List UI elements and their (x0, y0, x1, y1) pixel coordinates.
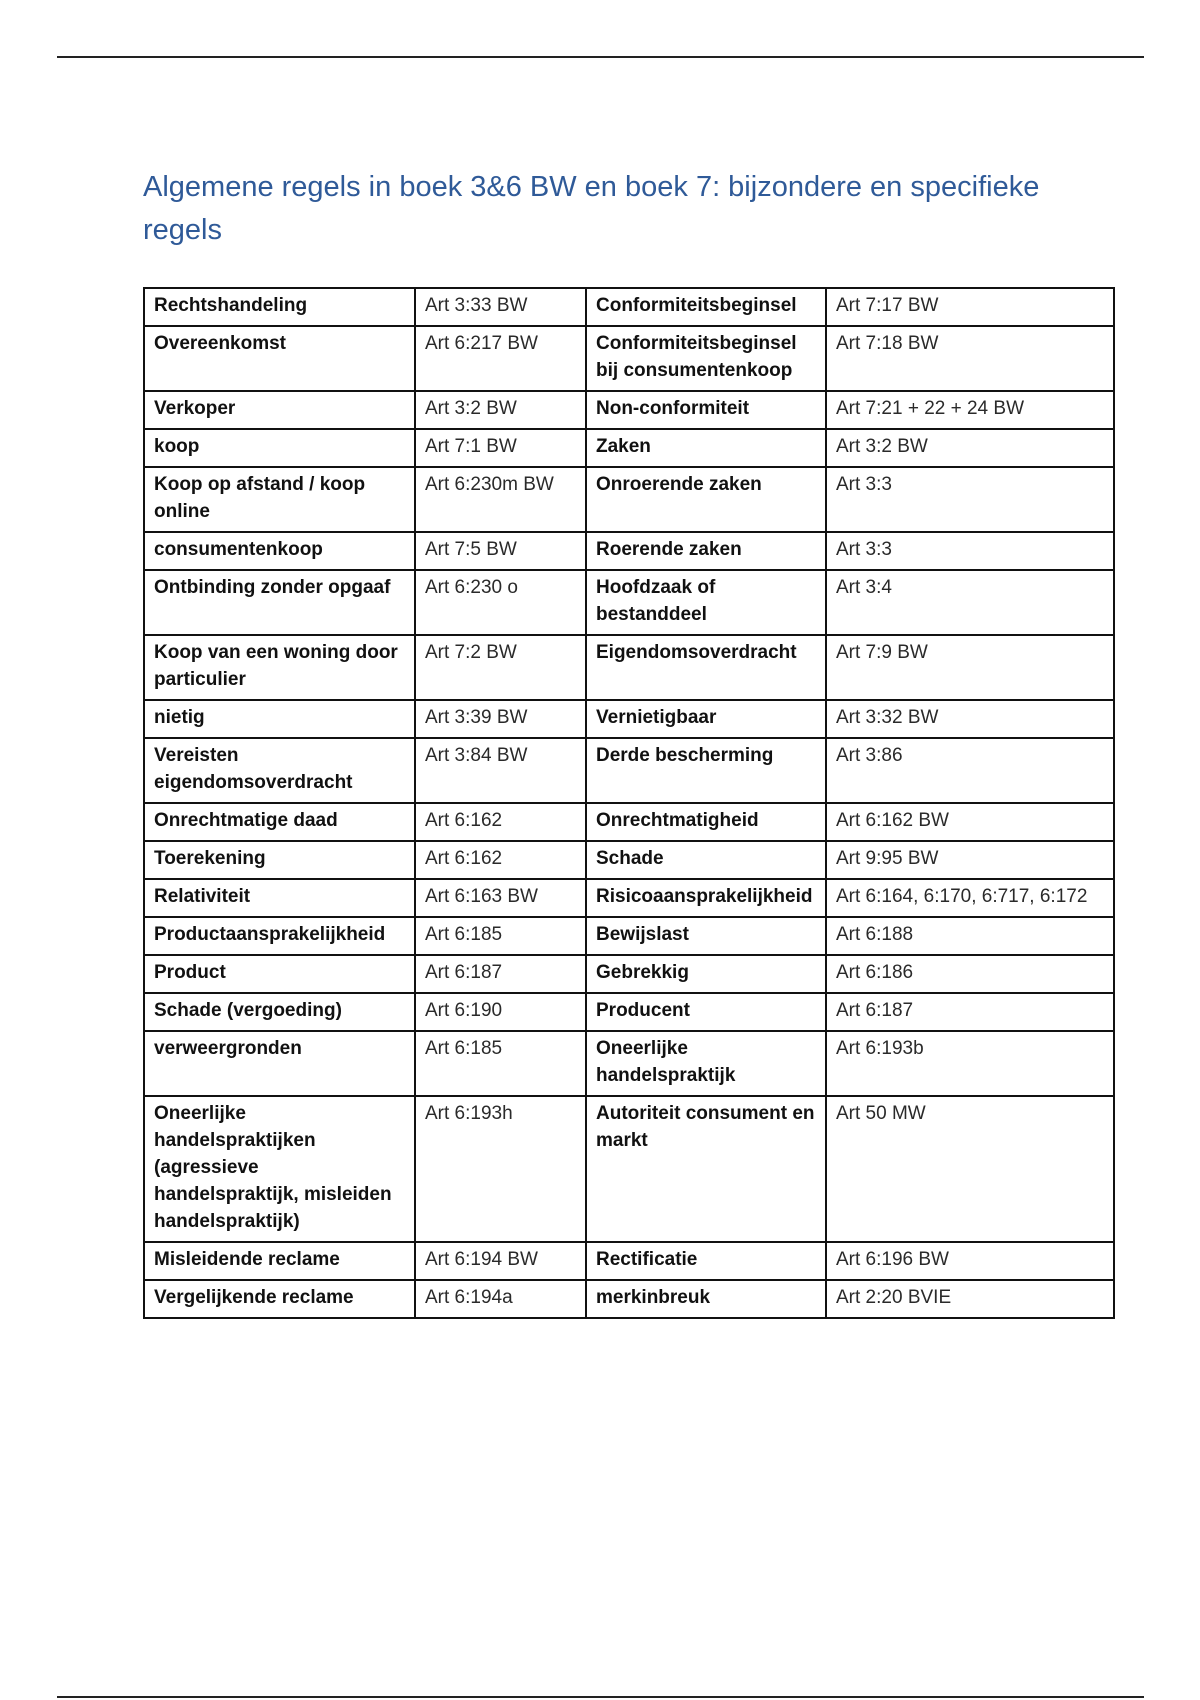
article-cell: Art 7:21 + 22 + 24 BW (826, 391, 1114, 429)
table-row (144, 738, 1114, 803)
term-cell: Bewijslast (586, 917, 826, 955)
article-cell: Art 3:39 BW (415, 700, 586, 738)
article-cell: Art 6:187 (415, 955, 586, 993)
article-cell: Art 7:9 BW (826, 635, 1114, 700)
table-row (144, 955, 1114, 993)
article-cell: Art 2:20 BVIE (826, 1280, 1114, 1318)
term-cell: Oneerlijke handelspraktijk (586, 1031, 826, 1096)
term-cell: Ontbinding zonder opgaaf (144, 570, 415, 635)
term-cell: Rectificatie (586, 1242, 826, 1280)
table-row (144, 700, 1114, 738)
table-row (144, 467, 1114, 532)
article-cell: Art 6:163 BW (415, 879, 586, 917)
table-row (144, 429, 1114, 467)
footer-rule (57, 1696, 1144, 1698)
table-row (144, 917, 1114, 955)
table-row (144, 391, 1114, 429)
term-cell: Vereisten eigendomsoverdracht (144, 738, 415, 803)
article-cell: Art 6:185 (415, 1031, 586, 1096)
term-cell: Conformiteitsbeginsel bij consumentenkoop (586, 326, 826, 391)
term-cell: koop (144, 429, 415, 467)
article-cell: Art 9:95 BW (826, 841, 1114, 879)
term-cell: Producent (586, 993, 826, 1031)
term-cell: Relativiteit (144, 879, 415, 917)
table-row (144, 288, 1114, 326)
term-cell: verweergronden (144, 1031, 415, 1096)
article-cell: Art 3:3 (826, 532, 1114, 570)
article-cell: Art 6:193b (826, 1031, 1114, 1096)
article-cell: Art 3:33 BW (415, 288, 586, 326)
table-body (144, 288, 1114, 1318)
header-rule (57, 56, 1144, 58)
term-cell: Zaken (586, 429, 826, 467)
term-cell: Roerende zaken (586, 532, 826, 570)
term-cell: Hoofdzaak of bestanddeel (586, 570, 826, 635)
article-cell: Art 6:162 BW (826, 803, 1114, 841)
article-cell: Art 6:186 (826, 955, 1114, 993)
term-cell: Non-conformiteit (586, 391, 826, 429)
term-cell: Gebrekkig (586, 955, 826, 993)
article-cell: Art 3:84 BW (415, 738, 586, 803)
table-row (144, 570, 1114, 635)
table-row (144, 326, 1114, 391)
article-cell: Art 7:18 BW (826, 326, 1114, 391)
table-row (144, 1031, 1114, 1096)
article-cell: Art 3:4 (826, 570, 1114, 635)
article-reference-table (143, 287, 1115, 1319)
article-cell: Art 3:86 (826, 738, 1114, 803)
article-cell: Art 3:2 BW (415, 391, 586, 429)
article-cell: Art 6:196 BW (826, 1242, 1114, 1280)
article-cell: Art 6:185 (415, 917, 586, 955)
term-cell: Overeenkomst (144, 326, 415, 391)
article-cell: Art 50 MW (826, 1096, 1114, 1242)
term-cell: Koop van een woning door particulier (144, 635, 415, 700)
table-row (144, 879, 1114, 917)
table-row (144, 635, 1114, 700)
article-cell: Art 6:162 (415, 841, 586, 879)
term-cell: Rechtshandeling (144, 288, 415, 326)
article-cell: Art 6:162 (415, 803, 586, 841)
term-cell: merkinbreuk (586, 1280, 826, 1318)
article-cell: Art 7:1 BW (415, 429, 586, 467)
article-cell: Art 7:2 BW (415, 635, 586, 700)
term-cell: Onroerende zaken (586, 467, 826, 532)
term-cell: Product (144, 955, 415, 993)
table-row (144, 841, 1114, 879)
term-cell: Toerekening (144, 841, 415, 879)
article-cell: Art 6:187 (826, 993, 1114, 1031)
article-cell: Art 6:190 (415, 993, 586, 1031)
article-cell: Art 7:17 BW (826, 288, 1114, 326)
article-reference-table-wrapper (143, 287, 1113, 1319)
term-cell: Schade (586, 841, 826, 879)
term-cell: Schade (vergoeding) (144, 993, 415, 1031)
article-cell: Art 6:230 o (415, 570, 586, 635)
article-cell: Art 6:217 BW (415, 326, 586, 391)
article-cell: Art 7:5 BW (415, 532, 586, 570)
term-cell: Risicoaansprakelijkheid (586, 879, 826, 917)
article-cell: Art 6:164, 6:170, 6:717, 6:172 (826, 879, 1114, 917)
term-cell: nietig (144, 700, 415, 738)
table-row (144, 532, 1114, 570)
table-row (144, 1242, 1114, 1280)
table-row (144, 1096, 1114, 1242)
term-cell: Conformiteitsbeginsel (586, 288, 826, 326)
term-cell: consumentenkoop (144, 532, 415, 570)
term-cell: Eigendomsoverdracht (586, 635, 826, 700)
term-cell: Koop op afstand / koop online (144, 467, 415, 532)
article-cell: Art 6:188 (826, 917, 1114, 955)
table-row (144, 993, 1114, 1031)
term-cell: Oneerlijke handelspraktijken (agressieve handelspraktijk, misleiden handelspraktijk) (144, 1096, 415, 1242)
article-cell: Art 3:2 BW (826, 429, 1114, 467)
term-cell: Autoriteit consument en markt (586, 1096, 826, 1242)
term-cell: Misleidende reclame (144, 1242, 415, 1280)
term-cell: Vergelijkende reclame (144, 1280, 415, 1318)
term-cell: Onrechtmatige daad (144, 803, 415, 841)
term-cell: Onrechtmatigheid (586, 803, 826, 841)
table-row (144, 803, 1114, 841)
term-cell: Verkoper (144, 391, 415, 429)
term-cell: Productaansprakelijkheid (144, 917, 415, 955)
table-row (144, 1280, 1114, 1318)
article-cell: Art 3:3 (826, 467, 1114, 532)
page-title: Algemene regels in boek 3&6 BW en boek 7: bijzondere en specifieke regels (143, 171, 1040, 246)
article-cell: Art 3:32 BW (826, 700, 1114, 738)
article-cell: Art 6:194a (415, 1280, 586, 1318)
term-cell: Derde bescherming (586, 738, 826, 803)
article-cell: Art 6:230m BW (415, 467, 586, 532)
term-cell: Vernietigbaar (586, 700, 826, 738)
article-cell: Art 6:194 BW (415, 1242, 586, 1280)
article-cell: Art 6:193h (415, 1096, 586, 1242)
